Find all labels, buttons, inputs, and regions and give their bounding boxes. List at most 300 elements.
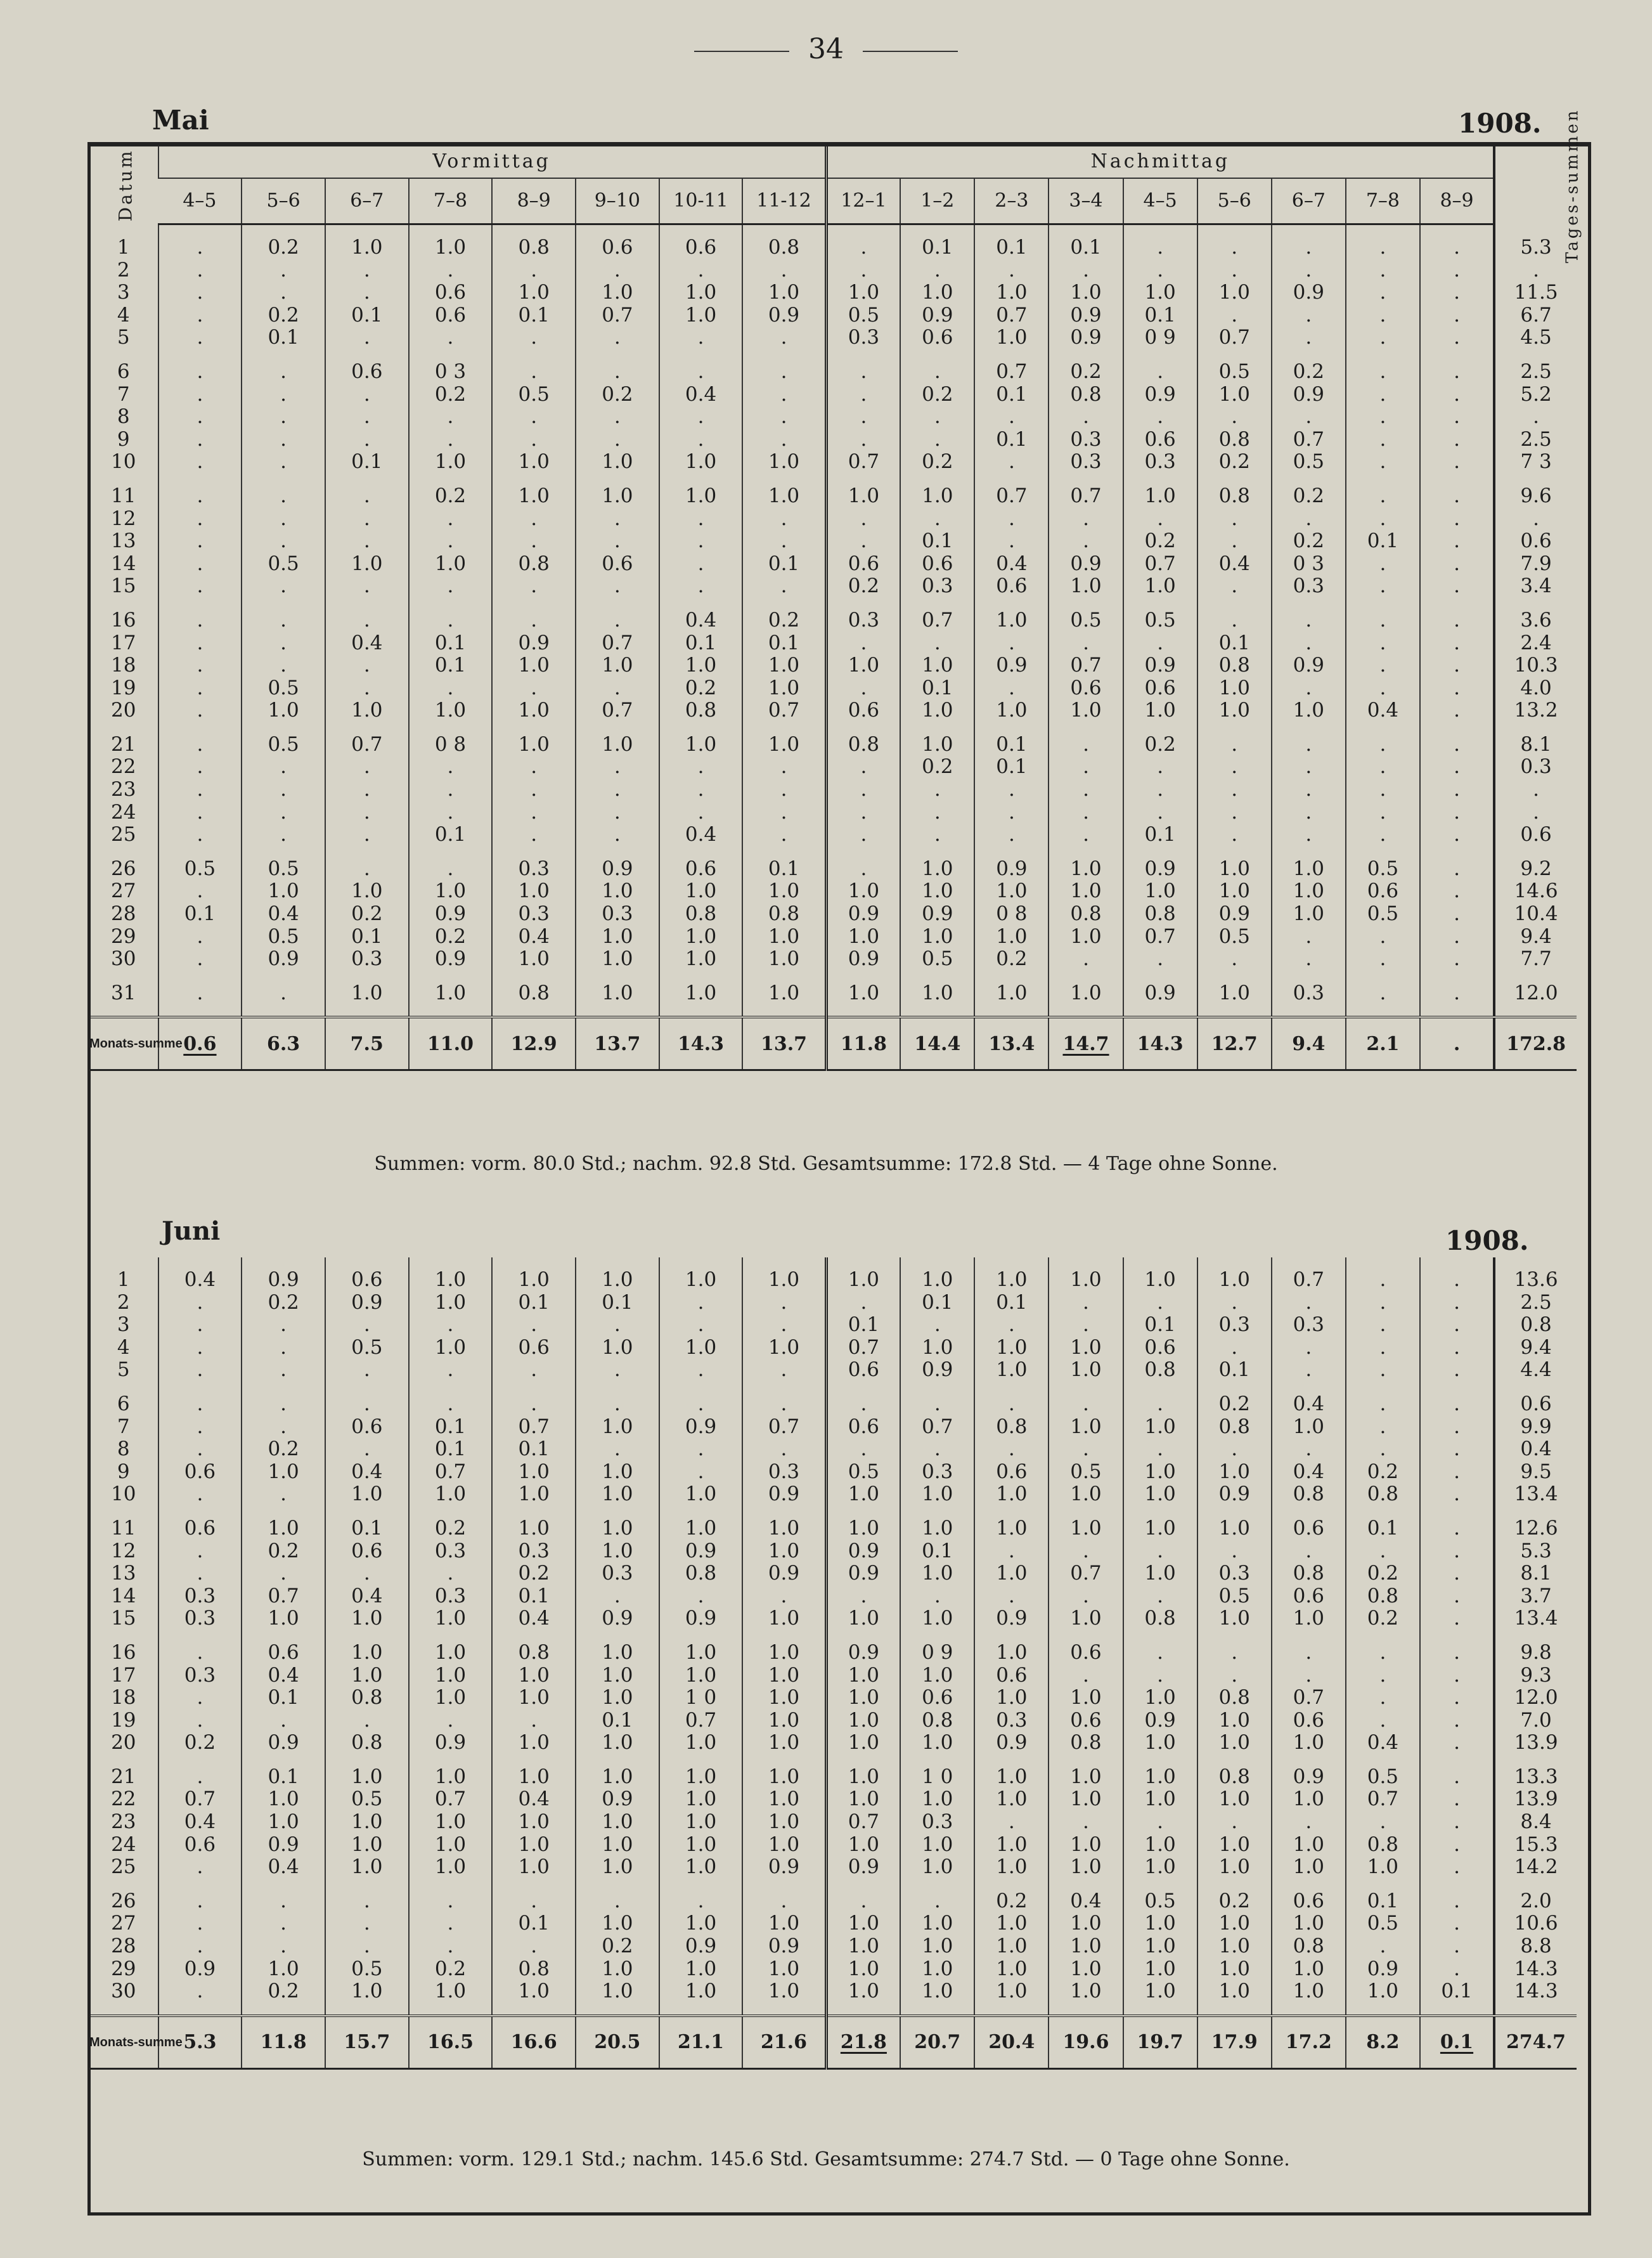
hour-value-cell: . xyxy=(826,259,900,282)
spacer-cell xyxy=(659,1630,743,1642)
hour-value-cell: 0.6 xyxy=(325,1269,409,1292)
hour-value-cell: 1.0 xyxy=(826,1766,900,1789)
spacer-cell xyxy=(1420,598,1494,609)
hour-value-cell: 0.8 xyxy=(826,734,900,756)
hour-value-cell: . xyxy=(742,1890,826,1913)
spacer-cell xyxy=(242,598,325,609)
hour-value-cell: 0.1 xyxy=(1123,824,1197,847)
spacer-cell xyxy=(492,1879,576,1890)
hour-value-cell: 0.5 xyxy=(1346,858,1420,881)
spacer-cell xyxy=(409,349,493,361)
hour-value-cell: . xyxy=(158,304,242,327)
hour-value-cell: 0.2 xyxy=(409,1958,493,1981)
hour-value-cell: 0.9 xyxy=(242,1269,325,1292)
date-cell: 25 xyxy=(111,823,136,847)
hour-value-cell: 0.9 xyxy=(1272,654,1346,677)
spacer-cell xyxy=(826,722,900,734)
hour-value-cell: 1.0 xyxy=(576,451,659,474)
hour-value-cell: . xyxy=(158,1483,242,1506)
hour-value-cell: 1.0 xyxy=(1197,384,1272,406)
hour-value-cell: . xyxy=(409,530,493,553)
month-sum-value: 20.5 xyxy=(594,2031,641,2054)
hour-value-cell: 0.8 xyxy=(1123,1607,1197,1630)
daily-total-cell: 9.4 xyxy=(1494,1337,1577,1359)
hour-header-2: 5–6 xyxy=(242,178,325,224)
hour-value-cell: . xyxy=(1420,530,1494,553)
hour-value-cell: 0.9 xyxy=(1049,327,1123,349)
mai-year: 1908. xyxy=(1458,108,1542,139)
hour-value-cell: 1.0 xyxy=(659,1483,743,1506)
daily-total-cell: 9.4 xyxy=(1494,926,1577,949)
hour-value-cell: . xyxy=(900,406,974,429)
spacer-cell xyxy=(742,474,826,485)
hour-value-cell: . xyxy=(1420,1359,1494,1382)
month-sum-cell xyxy=(1123,2016,1197,2069)
hour-value-cell: . xyxy=(974,1811,1049,1834)
spacer-cell xyxy=(1123,847,1197,858)
hour-value-cell: 0.7 xyxy=(900,1416,974,1439)
month-sum-cell xyxy=(242,1017,325,1070)
hour-value-cell: 1.0 xyxy=(974,926,1049,949)
hour-value-cell: 1.0 xyxy=(1123,1958,1197,1981)
hour-value-cell: 1.0 xyxy=(1346,1856,1420,1879)
spacer-cell xyxy=(900,847,974,858)
spacer-cell xyxy=(1197,349,1272,361)
hour-value-cell: 1.0 xyxy=(1049,1337,1123,1359)
table-row xyxy=(89,609,1577,632)
hour-value-cell: 1.0 xyxy=(659,1811,743,1834)
hour-value-cell: 1.0 xyxy=(325,1834,409,1857)
spacer-cell xyxy=(974,474,1049,485)
table-row xyxy=(89,406,1577,429)
spacer-cell xyxy=(158,1004,242,1017)
hour-value-cell: . xyxy=(158,1710,242,1732)
spacer-cell xyxy=(89,349,158,361)
hour-value-cell: 1.0 xyxy=(1272,1788,1346,1811)
hour-value-cell: 0.9 xyxy=(1346,1958,1420,1981)
hour-value-cell: 0.9 xyxy=(409,948,493,971)
hour-value-cell: 0.2 xyxy=(242,1292,325,1314)
spacer-cell xyxy=(158,474,242,485)
hour-value-cell: 0.8 xyxy=(1346,1585,1420,1608)
hour-value-cell: . xyxy=(1272,948,1346,971)
table-row xyxy=(89,361,1577,384)
table-row xyxy=(89,1856,1577,1879)
hour-value-cell: . xyxy=(826,756,900,779)
hour-value-cell: 1.0 xyxy=(742,1687,826,1710)
hour-value-cell: . xyxy=(659,1393,743,1416)
hour-value-cell: 0.7 xyxy=(974,361,1049,384)
hour-value-cell: 0.9 xyxy=(1123,858,1197,881)
hour-value-cell: 1.0 xyxy=(1049,1935,1123,1958)
spacer-cell xyxy=(576,2003,659,2016)
hour-value-cell: 0.7 xyxy=(1123,926,1197,949)
hour-value-cell: 1.0 xyxy=(742,677,826,700)
hour-value-cell: 1.0 xyxy=(659,654,743,677)
hour-value-cell: . xyxy=(1272,1292,1346,1314)
hour-value-cell: 0.8 xyxy=(1197,654,1272,677)
hour-value-cell: 1.0 xyxy=(409,1766,493,1789)
hour-value-cell: . xyxy=(576,406,659,429)
spacer-cell xyxy=(492,1506,576,1517)
hour-value-cell: 1.0 xyxy=(900,1664,974,1687)
hour-value-cell: 0.6 xyxy=(242,1642,325,1664)
hour-value-cell: . xyxy=(1346,801,1420,824)
hour-value-cell: . xyxy=(576,508,659,531)
hour-value-cell: 0.2 xyxy=(742,609,826,632)
hour-value-cell: . xyxy=(900,429,974,451)
hour-value-cell: . xyxy=(974,530,1049,553)
hour-value-cell: . xyxy=(1346,1416,1420,1439)
hour-value-cell: . xyxy=(492,508,576,531)
hour-value-cell: . xyxy=(742,1359,826,1382)
hour-value-cell: 1.0 xyxy=(900,699,974,722)
spacer-cell xyxy=(576,224,659,237)
hour-value-cell: 0.5 xyxy=(826,1461,900,1484)
hour-value-cell: . xyxy=(325,327,409,349)
month-sum-cell xyxy=(1049,2016,1123,2069)
hour-value-cell: 0.4 xyxy=(325,1461,409,1484)
hour-value-cell: 1.0 xyxy=(742,926,826,949)
hour-value-cell: 1.0 xyxy=(409,553,493,576)
spacer-cell xyxy=(1049,1004,1123,1017)
hour-value-cell: 0.9 xyxy=(742,1562,826,1585)
hour-value-cell: 1.0 xyxy=(742,654,826,677)
hour-value-cell: 0.5 xyxy=(492,384,576,406)
hour-value-cell: . xyxy=(325,1438,409,1461)
spacer-cell xyxy=(325,1879,409,1890)
hour-value-cell: 1.0 xyxy=(826,1834,900,1857)
hour-value-cell: . xyxy=(492,361,576,384)
hour-value-cell: 1.0 xyxy=(826,1958,900,1981)
hour-value-cell: 1.0 xyxy=(492,1269,576,1292)
spacer-cell xyxy=(409,224,493,237)
hour-value-cell: 1.0 xyxy=(409,237,493,259)
hour-value-cell: . xyxy=(158,485,242,508)
month-sum-value: 14.3 xyxy=(1137,1032,1184,1055)
hour-value-cell: . xyxy=(325,384,409,406)
hour-value-cell: 1.0 xyxy=(1197,858,1272,881)
hour-value-cell: . xyxy=(1049,779,1123,801)
hour-header-6: 9–10 xyxy=(576,178,659,224)
month-sum-cell xyxy=(1197,2016,1272,2069)
group-spacer xyxy=(89,598,1577,609)
hour-value-cell: . xyxy=(1420,1732,1494,1755)
hour-value-cell: 0.9 xyxy=(742,1483,826,1506)
spacer-cell xyxy=(742,1506,826,1517)
hour-header-8: 11-12 xyxy=(742,178,826,224)
hour-value-cell: . xyxy=(1420,1912,1494,1935)
hour-value-cell: 1.0 xyxy=(900,1788,974,1811)
daily-total-cell: 14.6 xyxy=(1494,880,1577,903)
hour-value-cell: . xyxy=(158,926,242,949)
hour-value-cell: . xyxy=(826,384,900,406)
hour-value-cell: . xyxy=(1420,982,1494,1005)
hour-value-cell: 1.0 xyxy=(1049,282,1123,304)
hour-value-cell: . xyxy=(242,530,325,553)
hour-value-cell: 1.0 xyxy=(1123,699,1197,722)
hour-value-cell: . xyxy=(1346,485,1420,508)
hour-value-cell: 0.2 xyxy=(242,304,325,327)
hour-value-cell: . xyxy=(1420,1607,1494,1630)
hour-value-cell: . xyxy=(1420,609,1494,632)
hour-value-cell: 0.2 xyxy=(158,1732,242,1755)
hour-value-cell: 1.0 xyxy=(1049,1980,1123,2003)
month-sum-value: 13.7 xyxy=(760,1032,808,1055)
hour-value-cell: 1.0 xyxy=(742,734,826,756)
hour-value-cell: 1.0 xyxy=(576,485,659,508)
hour-value-cell: 0.2 xyxy=(1197,1890,1272,1913)
hour-value-cell: 0.5 xyxy=(325,1337,409,1359)
date-cell: 15 xyxy=(111,1607,136,1630)
hour-value-cell: . xyxy=(742,1393,826,1416)
hour-value-cell: . xyxy=(409,677,493,700)
hour-value-cell: 1.0 xyxy=(325,1766,409,1789)
hour-value-cell: 0.9 xyxy=(826,1856,900,1879)
hour-value-cell: . xyxy=(826,237,900,259)
hour-value-cell: . xyxy=(576,677,659,700)
table-row xyxy=(89,1540,1577,1563)
hour-value-cell: . xyxy=(158,361,242,384)
table-row xyxy=(89,508,1577,531)
hour-value-cell: 1.0 xyxy=(409,982,493,1005)
hour-value-cell: 1.0 xyxy=(492,1664,576,1687)
spacer-cell xyxy=(576,1879,659,1890)
hour-header-3: 6–7 xyxy=(325,178,409,224)
hour-value-cell: . xyxy=(742,756,826,779)
spacer-cell xyxy=(242,1506,325,1517)
hour-value-cell: . xyxy=(409,327,493,349)
hour-value-cell: 0.6 xyxy=(1049,1642,1123,1664)
hour-value-cell: 1.0 xyxy=(1197,1912,1272,1935)
spacer-cell xyxy=(1420,971,1494,982)
hour-value-cell: . xyxy=(492,530,576,553)
table-row xyxy=(89,1292,1577,1314)
hour-value-cell: . xyxy=(974,1438,1049,1461)
juni-year: 1908. xyxy=(1445,1225,1529,1256)
hour-value-cell: 1.0 xyxy=(576,1337,659,1359)
hour-value-cell: . xyxy=(900,1890,974,1913)
hour-value-cell: 0.9 xyxy=(1049,304,1123,327)
spacer-cell xyxy=(492,1630,576,1642)
spacer-cell xyxy=(826,474,900,485)
hour-value-cell: . xyxy=(1272,779,1346,801)
hour-value-cell: 0.9 xyxy=(974,858,1049,881)
hour-value-cell: 0.8 xyxy=(492,237,576,259)
hour-value-cell: . xyxy=(974,632,1049,655)
spacer-cell xyxy=(1272,1630,1346,1642)
hour-value-cell: . xyxy=(1420,575,1494,598)
date-cell: 29 xyxy=(111,1957,136,1980)
hour-value-cell: 1.0 xyxy=(659,1856,743,1879)
hour-value-cell: 0.6 xyxy=(576,553,659,576)
hour-value-cell: . xyxy=(158,801,242,824)
hour-value-cell: 1.0 xyxy=(1197,677,1272,700)
spacer-cell xyxy=(742,1382,826,1393)
hour-value-cell: . xyxy=(659,1585,743,1608)
hour-value-cell: . xyxy=(1346,1438,1420,1461)
hour-value-cell: 1.0 xyxy=(742,1788,826,1811)
hour-value-cell: 0.7 xyxy=(325,734,409,756)
hour-value-cell: . xyxy=(1346,1314,1420,1337)
hour-value-cell: 1.0 xyxy=(409,1269,493,1292)
hour-value-cell: . xyxy=(158,530,242,553)
table-row xyxy=(89,1788,1577,1811)
hour-value-cell: 1.0 xyxy=(492,880,576,903)
hour-value-cell: 1.0 xyxy=(742,1732,826,1755)
hour-value-cell: . xyxy=(1346,327,1420,349)
hour-value-cell: 1.0 xyxy=(659,926,743,949)
hour-value-cell: 0 9 xyxy=(900,1642,974,1664)
hour-value-cell: 1.0 xyxy=(974,1980,1049,2003)
spacer-cell xyxy=(1049,722,1123,734)
hour-value-cell: . xyxy=(492,801,576,824)
daily-total-cell: 15.3 xyxy=(1494,1834,1577,1857)
spacer-cell xyxy=(826,971,900,982)
date-cell: 4 xyxy=(117,303,130,327)
hour-value-cell: . xyxy=(158,237,242,259)
hour-value-cell: 0.7 xyxy=(826,451,900,474)
hour-value-cell: 0.2 xyxy=(900,384,974,406)
hour-value-cell: 1.0 xyxy=(576,982,659,1005)
hour-value-cell: . xyxy=(974,824,1049,847)
spacer-cell xyxy=(1049,349,1123,361)
spacer-cell xyxy=(1197,1382,1272,1393)
hour-value-cell: . xyxy=(1346,1359,1420,1382)
daily-total-cell: 4.5 xyxy=(1494,327,1577,349)
spacer-cell xyxy=(89,1257,158,1269)
daily-total-cell: . xyxy=(1494,801,1577,824)
hour-value-cell: . xyxy=(1346,237,1420,259)
hour-value-cell: . xyxy=(1123,801,1197,824)
hour-value-cell: . xyxy=(974,451,1049,474)
hour-value-cell: 1.0 xyxy=(1197,282,1272,304)
hour-value-cell: 1.0 xyxy=(900,1980,974,2003)
hour-value-cell: . xyxy=(492,756,576,779)
hour-value-cell: 1.0 xyxy=(576,1958,659,1981)
hour-value-cell: 0.3 xyxy=(1197,1314,1272,1337)
date-cell: 5 xyxy=(117,326,130,349)
spacer-cell xyxy=(826,1506,900,1517)
hour-value-cell: . xyxy=(1346,756,1420,779)
date-cell: 16 xyxy=(111,608,136,632)
hour-value-cell: . xyxy=(1197,259,1272,282)
hour-value-cell: 1.0 xyxy=(659,880,743,903)
hour-value-cell: 0.4 xyxy=(242,1856,325,1879)
hour-value-cell: 0.2 xyxy=(659,677,743,700)
hour-value-cell: 1.0 xyxy=(1049,575,1123,598)
daily-total-cell: 9.3 xyxy=(1494,1664,1577,1687)
hour-value-cell: 0.8 xyxy=(1346,1483,1420,1506)
spacer-cell xyxy=(1123,349,1197,361)
spacer-cell xyxy=(1197,598,1272,609)
hour-value-cell: 0.7 xyxy=(1197,327,1272,349)
hour-value-cell: 0.3 xyxy=(1272,982,1346,1005)
hour-value-cell: 1.0 xyxy=(659,1980,743,2003)
date-cell: 24 xyxy=(111,1833,136,1856)
hour-value-cell: 1.0 xyxy=(659,1788,743,1811)
hour-value-cell: . xyxy=(325,1314,409,1337)
hour-value-cell: . xyxy=(1197,1438,1272,1461)
hour-value-cell: 1.0 xyxy=(1123,485,1197,508)
hour-value-cell: 1.0 xyxy=(742,1710,826,1732)
hour-value-cell: 0.6 xyxy=(325,361,409,384)
hour-value-cell: 0.7 xyxy=(1049,654,1123,677)
hour-value-cell: 0.5 xyxy=(1346,903,1420,926)
hour-value-cell: 0.5 xyxy=(158,858,242,881)
hour-value-cell: . xyxy=(974,1314,1049,1337)
spacer-cell xyxy=(1197,971,1272,982)
hour-value-cell: 1.0 xyxy=(1123,1766,1197,1789)
month-sum-cell xyxy=(659,2016,743,2069)
hour-value-cell: 0.7 xyxy=(1272,429,1346,451)
hour-value-cell: . xyxy=(1049,1585,1123,1608)
hour-value-cell: . xyxy=(659,1292,743,1314)
hour-value-cell: . xyxy=(1272,632,1346,655)
spacer-cell xyxy=(659,1382,743,1393)
hour-value-cell: . xyxy=(576,609,659,632)
hour-value-cell: 1.0 xyxy=(1123,282,1197,304)
hour-value-cell: . xyxy=(1420,756,1494,779)
spacer-cell xyxy=(659,722,743,734)
hour-value-cell: . xyxy=(576,1359,659,1382)
hour-value-cell: 0.6 xyxy=(158,1461,242,1484)
month-total-cell xyxy=(1494,1017,1577,1070)
hour-value-cell: . xyxy=(325,824,409,847)
month-sum-value: 2.1 xyxy=(1366,1032,1400,1055)
hour-value-cell: . xyxy=(1197,779,1272,801)
hour-value-cell: . xyxy=(1272,609,1346,632)
hour-value-cell: . xyxy=(1346,1710,1420,1732)
hour-value-cell: . xyxy=(1346,429,1420,451)
hour-value-cell: . xyxy=(1049,824,1123,847)
hour-value-cell: . xyxy=(1346,1269,1420,1292)
month-sum-value: 14.4 xyxy=(914,1032,961,1055)
hour-value-cell: 1.0 xyxy=(325,553,409,576)
hour-value-cell: 1.0 xyxy=(1197,1461,1272,1484)
page-number: 34 xyxy=(0,33,1652,65)
hour-value-cell: 0.3 xyxy=(325,948,409,971)
hour-value-cell: . xyxy=(826,858,900,881)
table-row xyxy=(89,824,1577,847)
spacer-cell xyxy=(1197,2003,1272,2016)
hour-value-cell: 1.0 xyxy=(1123,1834,1197,1857)
spacer-cell xyxy=(576,1630,659,1642)
date-cell: 21 xyxy=(111,732,136,756)
hour-value-cell: . xyxy=(158,1642,242,1664)
table-row xyxy=(89,1269,1577,1292)
hour-value-cell: 1.0 xyxy=(1049,982,1123,1005)
spacer-cell xyxy=(974,1004,1049,1017)
spacer-cell xyxy=(1346,2003,1420,2016)
hour-value-cell: . xyxy=(742,327,826,349)
hour-value-cell: 0.9 xyxy=(242,1732,325,1755)
hour-value-cell: 0.8 xyxy=(742,237,826,259)
month-sum-value: 13.4 xyxy=(988,1032,1035,1055)
hour-value-cell: 0.1 xyxy=(325,451,409,474)
hour-value-cell: 1.0 xyxy=(242,880,325,903)
hour-value-cell: . xyxy=(1272,1337,1346,1359)
spacer-cell xyxy=(1049,847,1123,858)
hour-value-cell: 1.0 xyxy=(826,1732,900,1755)
spacer-cell xyxy=(325,1506,409,1517)
hour-value-cell: 0.8 xyxy=(1197,429,1272,451)
hour-value-cell: 0.6 xyxy=(409,282,493,304)
hour-value-cell: . xyxy=(325,677,409,700)
spacer-cell xyxy=(409,1382,493,1393)
hour-value-cell: 1.0 xyxy=(576,1664,659,1687)
hour-value-cell: 1.0 xyxy=(409,1856,493,1879)
